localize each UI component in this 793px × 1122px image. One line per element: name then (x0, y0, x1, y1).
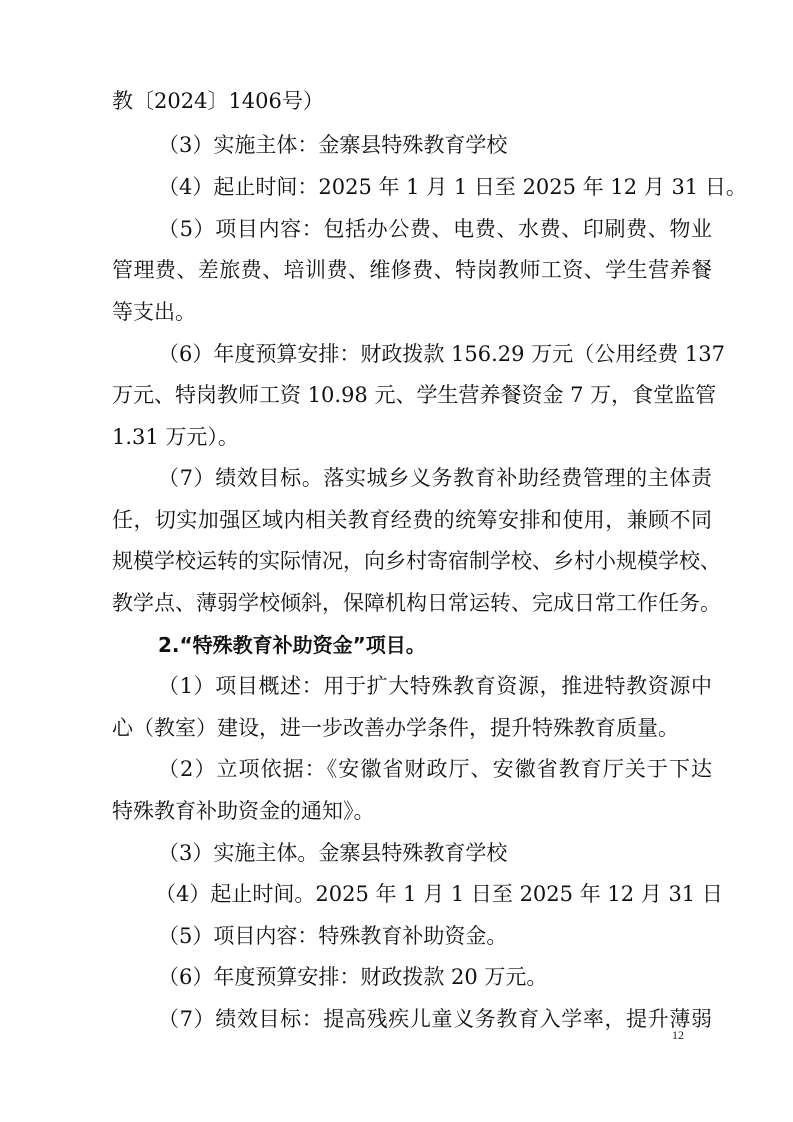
text-line: （1）项目概述：用于扩大特殊教育资源，推进特教资源中 (158, 674, 712, 698)
text-line: （7）绩效目标：提高残疾儿童义务教育入学率，提升薄弱 (158, 1007, 712, 1031)
text-line: 特殊教育补助资金的通知》。 (112, 799, 375, 823)
text-line: （7）绩效目标。落实城乡义务教育补助经费管理的主体责 (158, 466, 712, 490)
text-line: 1.31 万元）。 (112, 425, 239, 449)
text-line: 教学点、薄弱学校倾斜，保障机构日常运转、完成日常工作任务。 (112, 591, 721, 615)
text-line: 心（教室）建设，进一步改善办学条件，提升特殊教育质量。 (112, 716, 679, 740)
text-line: 管理费、差旅费、培训费、维修费、特岗教师工资、学生营养餐 (112, 258, 712, 282)
text-line: 任，切实加强区域内相关教育经费的统筹安排和使用，兼顾不同 (112, 508, 712, 532)
text-line: （2）立项依据：《安徽省财政厅、安徽省教育厅关于下达 (158, 757, 712, 781)
text-line: 教〔2024〕1406号） (112, 89, 324, 113)
text-line: （6）年度预算安排：财政拨款 156.29 万元（公用经费 137 (158, 342, 725, 366)
text-line: 万元、特岗教师工资 10.98 元、学生营养餐资金 7 万，食堂监管 (112, 383, 717, 407)
text-line: （5）项目内容：包括办公费、电费、水费、印刷费、物业 (158, 217, 712, 241)
text-line: 等支出。 (112, 300, 196, 324)
section-heading: 2.“特殊教育补助资金”项目。 (158, 633, 426, 657)
page-number: 12 (672, 1028, 684, 1042)
text-line: （5）项目内容：特殊教育补助资金。 (158, 924, 508, 948)
text-line: 规模学校运转的实际情况，向乡村寄宿制学校、乡村小规模学校、 (112, 549, 721, 573)
text-line: （4）起止时间。2025 年 1 月 1 日至 2025 年 12 月 31 日 (155, 882, 723, 906)
text-line: （3）实施主体。金寨县特殊教育学校 (158, 841, 508, 865)
text-line: （6）年度预算安排：财政拨款 20 万元。 (158, 965, 548, 989)
text-line: （3）实施主体：金寨县特殊教育学校 (158, 133, 508, 157)
text-line: （4）起止时间：2025 年 1 月 1 日至 2025 年 12 月 31 日。 (158, 175, 747, 199)
